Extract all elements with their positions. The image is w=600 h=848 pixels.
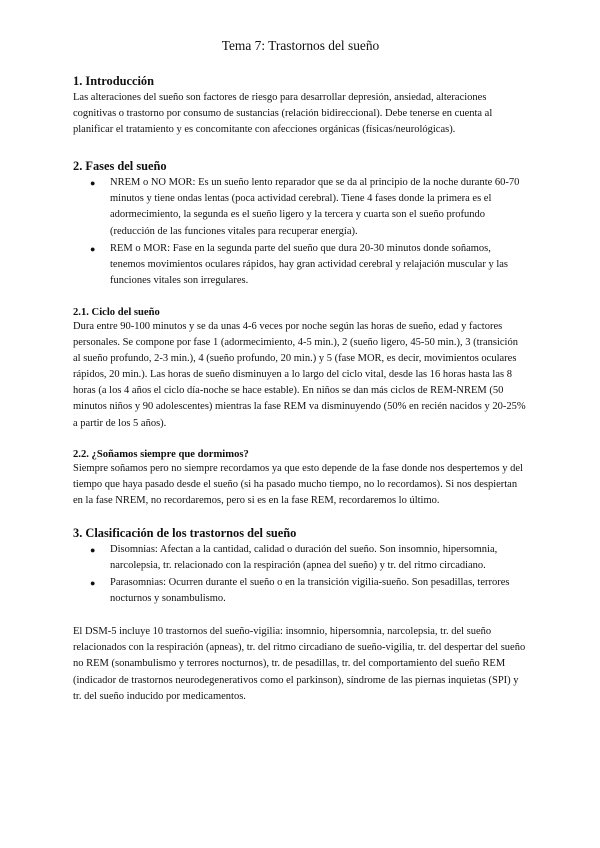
list-clasificacion	[73, 542, 528, 607]
heading-ciclo-del-sueno: 2.1. Ciclo del sueño	[73, 306, 160, 318]
list-item-rem	[90, 241, 528, 289]
paragraph-dsm5: El DSM-5 incluye 10 trastornos del sueño-vigilia: insomnio, hipersomnia, narcolepsia, tr. del sueño relacionados con la respiración (apneas), tr. del ritmo circadiano de sueño-vigilia, tr. del despertar del sueño no REM (sonambulismo y terrores nocturnos), tr. de pesadillas, tr. del comportamiento del sueño REM (indicador de trastornos neurodegenerativos como el parkinson), síndrome de las piernas inquietas (SPI) y tr. del sueño inducido por medicamentos.	[73, 626, 526, 702]
list-item-text: Parasomnias: Ocurren durante el sueño o en la transición vigilia-sueño. Son pesadillas, terrores nocturnos y sonambulismo.	[110, 577, 510, 605]
heading-introduccion: 1. Introducción	[73, 74, 155, 88]
bullet-icon: ●	[90, 578, 96, 589]
section-ciclo-del-sueno	[73, 307, 528, 432]
paragraph-introduccion: Las alteraciones del sueño son factores de riesgo para desarrollar depresión, ansiedad, alteraciones cognitivas o trastorno por consumo de sustancias (relación bidireccional). Debe tenerse en cuenta al planificar el tratamiento y es concomitante con afecciones orgánicas (físicas/neurológicas).	[73, 92, 493, 136]
list-item-nrem	[90, 175, 528, 239]
heading-clasificacion: 3. Clasificación de los trastornos del sueño	[73, 525, 297, 540]
list-item-parasomnias	[90, 575, 528, 607]
list-item-text: NREM o NO MOR: Es un sueño lento reparador que se da al principio de la noche durante 60-70 minutos y tiene ondas lentas (poca actividad cerebral). Tiene 4 fases donde la primera es el adormecimiento, la segunda es el sueño ligero y la tercera y cuarta son el sueño profundo (reducción de las funciones vitales para recuperar energía).	[110, 177, 520, 237]
list-item-text: REM o MOR: Fase en la segunda parte del sueño que dura 20-30 minutos donde soñamos, tenemos movimientos oculares rápidos, hay gran actividad cerebral y relajación muscular y las funciones vitales son irregulares.	[110, 242, 508, 286]
document-title: Tema 7: Trastornos del sueño	[221, 38, 380, 53]
section-sonamos-siempre	[73, 449, 528, 509]
bullet-icon: ●	[90, 544, 96, 555]
section-clasificacion	[73, 526, 528, 607]
heading-fases-del-sueno: 2. Fases del sueño	[73, 159, 167, 174]
paragraph-sonamos-siempre: Siempre soñamos pero no siempre recordamos ya que esto depende de la fase donde nos despertemos y del tiempo que haya pasado desde el sueño (si ha pasado mucho tiempo, no lo recordamos). Si nos despiertan en la fase NREM, no recordaremos, pero si es en la fase REM, recordaremos lo último.	[73, 462, 523, 506]
section-dsm5	[73, 624, 528, 704]
heading-sonamos-siempre: 2.2. ¿Soñamos siempre que dormimos?	[73, 448, 249, 460]
paragraph-ciclo-del-sueno: Dura entre 90-100 minutos y se da unas 4-6 veces por noche según las horas de sueño, edad y factores personales. Se compone por fase 1 (adormecimiento, 4-5 min.), 2 (sueño ligero, 45-50 min.), 3 (transición al sueño profundo, 2-3 min.), 4 (sueño profundo, 20 min.) y 5 (fase MOR, es decir, movimientos oculares rápidos, 20 min.). Las horas de sueño disminuyen a lo largo del ciclo vital, desde las 16 horas hasta las 8 horas (a los 4 años el ciclo día-noche se hace estable). En niños se dan más ciclos de REM-NREM (50 minutos niños y 90 adolescentes) mientras la fase REM va disminuyendo (50% en recién nacidos y 20-25% a partir de los 5 años).	[73, 320, 526, 429]
list-fases	[73, 175, 528, 289]
bullet-icon: ●	[90, 243, 96, 254]
section-fases-del-sueno	[73, 159, 528, 289]
list-item-disomnias	[90, 542, 528, 574]
section-introduccion	[73, 74, 528, 138]
bullet-icon: ●	[90, 178, 96, 189]
list-item-text: Disomnias: Afectan a la cantidad, calidad o duración del sueño. Son insomnio, hipersomnia, narcolepsia, tr. relacionado con la respiración (apnea del sueño) y tr. del ritmo circadiano.	[110, 543, 498, 571]
